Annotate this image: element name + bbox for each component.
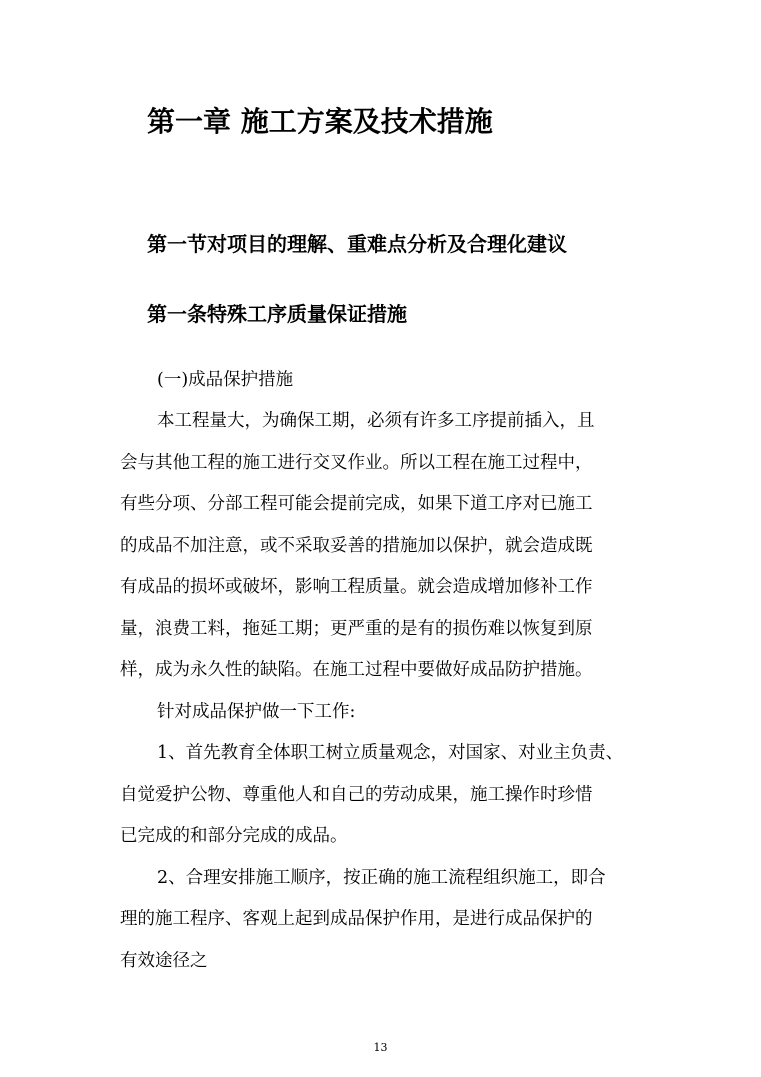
list-item-line: 自觉爱护公物、尊重他人和自己的劳动成果，施工操作时珍惜 (120, 785, 593, 805)
intro-line: 针对成品保护做一下工作: (157, 702, 356, 722)
paragraph-line: 本工程量大，为确保工期，必须有许多工序提前插入，且 (157, 411, 595, 431)
paragraph-line: 的成品不加注意，或不采取妥善的措施加以保护，就会造成既 (120, 536, 593, 556)
paragraph-line: 有些分项、分部工程可能会提前完成，如果下道工序对已施工 (120, 494, 593, 514)
paragraph-line: 量，浪费工料，拖延工期；更严重的是有的损伤难以恢复到原 (120, 619, 593, 639)
list-item-line: 1、首先教育全体职工树立质量观念，对国家、对业主负责、 (157, 743, 624, 763)
paragraph-line: 有成品的损坏或破坏，影响工程质量。就会造成增加修补工作 (120, 577, 593, 597)
article-title: 第一条特殊工序质量保证措施 (147, 302, 407, 326)
paragraph-line: 样，成为永久性的缺陷。在施工过程中要做好成品防护措施。 (120, 660, 593, 680)
subheading: (一)成品保护措施 (157, 370, 294, 390)
list-item-line: 2、合理安排施工顺序，按正确的施工流程组织施工，即合 (157, 868, 606, 888)
chapter-title: 第一章 施工方案及技术措施 (147, 105, 493, 138)
list-item-line: 有效途径之 (120, 951, 208, 971)
section-title: 第一节对项目的理解、重难点分析及合理化建议 (147, 232, 567, 256)
list-item-line: 已完成的和部分完成的成品。 (120, 826, 348, 846)
paragraph-line: 会与其他工程的施工进行交叉作业。所以工程在施工过程中， (120, 453, 593, 473)
page-number: 13 (373, 1041, 388, 1054)
list-item-line: 理的施工程序、客观上起到成品保护作用，是进行成品保护的 (120, 909, 593, 929)
